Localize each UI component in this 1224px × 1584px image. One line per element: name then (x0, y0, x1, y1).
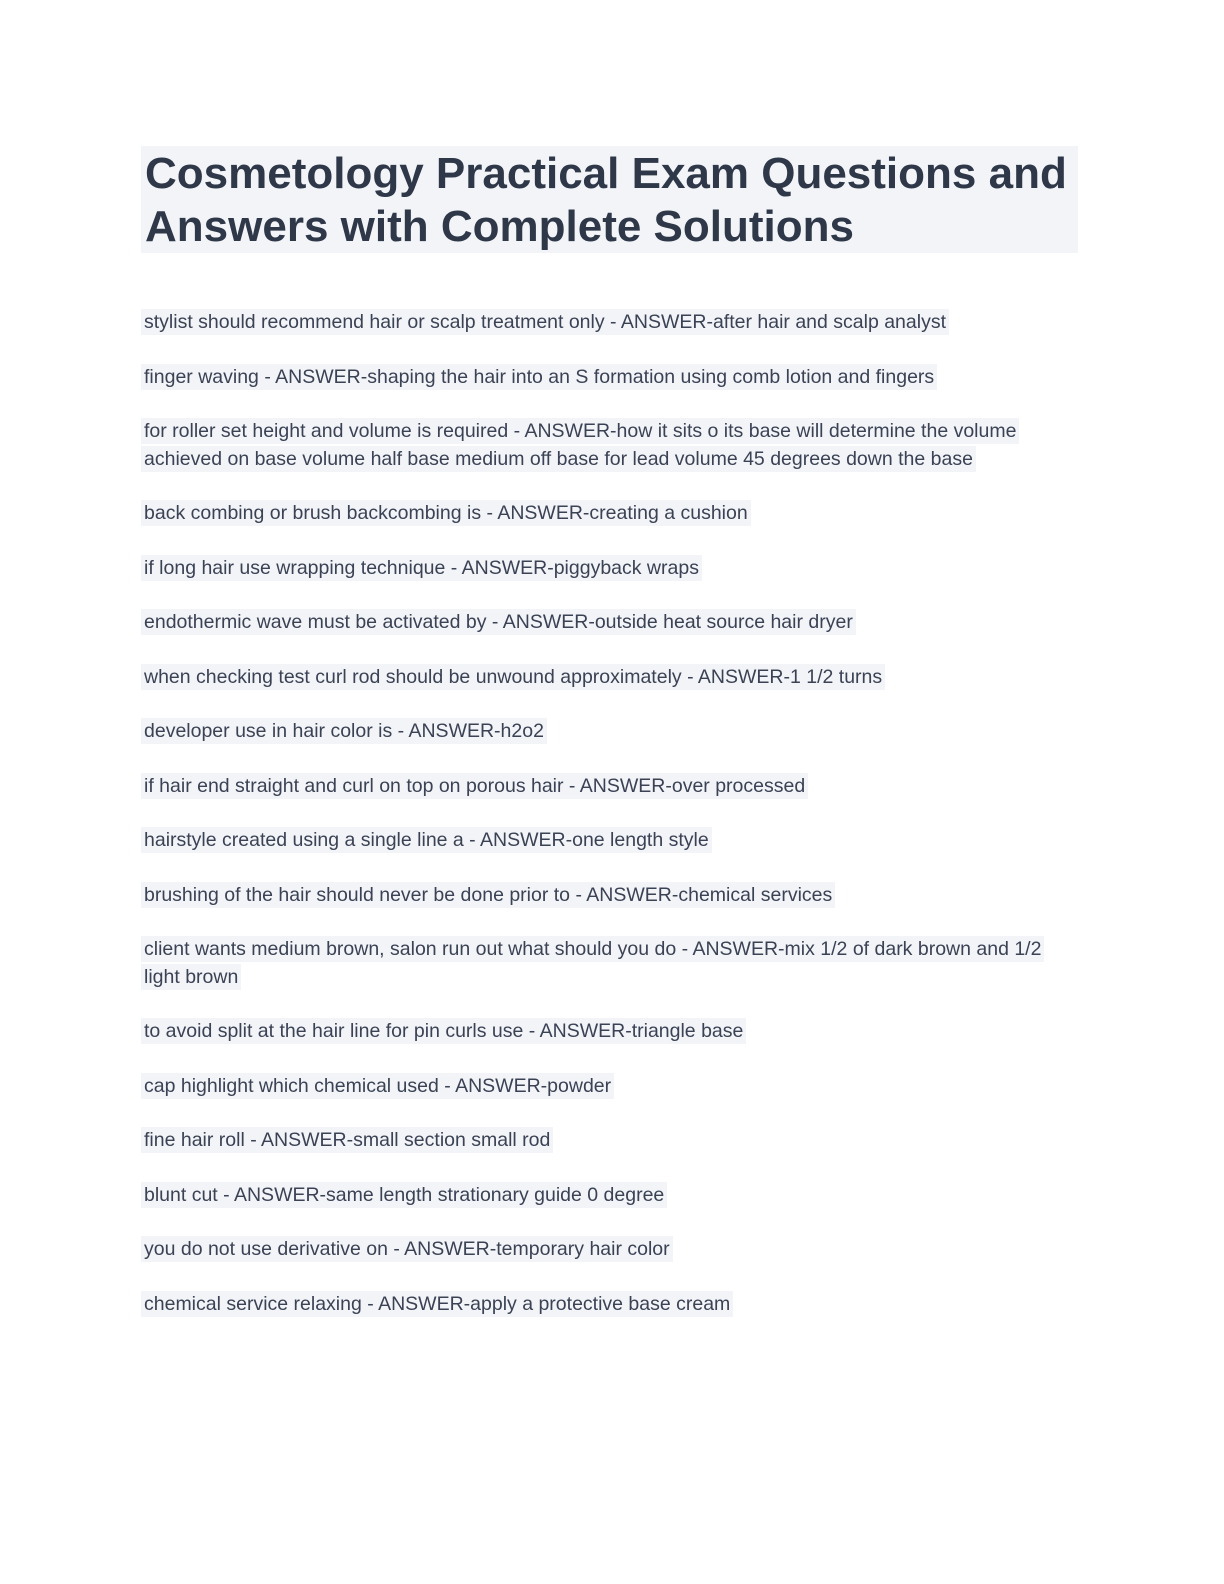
page-title: Cosmetology Practical Exam Questions and Answers with Complete Solutions (141, 146, 1078, 253)
qa-text: endothermic wave must be activated by - ANSWER-outside heat source hair dryer (141, 609, 856, 635)
qa-text: back combing or brush backcombing is - ANSWER-creating a cushion (141, 500, 751, 526)
document-content (141, 0, 1078, 1318)
qa-text: if long hair use wrapping technique - ANSWER-piggyback wraps (141, 555, 702, 581)
qa-text: fine hair roll - ANSWER-small section small rod (141, 1127, 553, 1153)
qa-text: if hair end straight and curl on top on porous hair - ANSWER-over processed (141, 773, 808, 799)
qa-item (141, 609, 1078, 637)
qa-item (141, 1236, 1078, 1264)
qa-text: you do not use derivative on - ANSWER-temporary hair color (141, 1236, 673, 1262)
qa-text: hairstyle created using a single line a - ANSWER-one length style (141, 827, 712, 853)
qa-text: brushing of the hair should never be done prior to - ANSWER-chemical services (141, 882, 835, 908)
qa-list (141, 309, 1078, 1318)
qa-text: cap highlight which chemical used - ANSWER-powder (141, 1073, 614, 1099)
qa-item (141, 882, 1078, 910)
qa-text: for roller set height and volume is required - ANSWER-how it sits o its base will determine the volume achieved on base volume half base medium off base for lead volume 45 degrees down the base (141, 418, 1019, 472)
qa-item (141, 1127, 1078, 1155)
qa-text: when checking test curl rod should be unwound approximately - ANSWER-1 1/2 turns (141, 664, 885, 690)
qa-item (141, 1182, 1078, 1210)
qa-item (141, 1018, 1078, 1046)
qa-item (141, 1291, 1078, 1319)
qa-text: to avoid split at the hair line for pin curls use - ANSWER-triangle base (141, 1018, 746, 1044)
qa-text: client wants medium brown, salon run out what should you do - ANSWER-mix 1/2 of dark brown and 1/2 light brown (141, 936, 1044, 990)
qa-item (141, 664, 1078, 692)
qa-text: finger waving - ANSWER-shaping the hair into an S formation using comb lotion and fingers (141, 364, 937, 390)
qa-text: chemical service relaxing - ANSWER-apply a protective base cream (141, 1291, 733, 1317)
qa-item (141, 936, 1078, 991)
qa-item (141, 418, 1078, 473)
qa-item (141, 309, 1078, 337)
qa-text: blunt cut - ANSWER-same length strationary guide 0 degree (141, 1182, 667, 1208)
qa-item (141, 500, 1078, 528)
qa-item (141, 555, 1078, 583)
qa-text: developer use in hair color is - ANSWER-h2o2 (141, 718, 547, 744)
qa-text: stylist should recommend hair or scalp treatment only - ANSWER-after hair and scalp analyst (141, 309, 949, 335)
qa-item (141, 718, 1078, 746)
qa-item (141, 1073, 1078, 1101)
qa-item (141, 773, 1078, 801)
qa-item (141, 364, 1078, 392)
qa-item (141, 827, 1078, 855)
